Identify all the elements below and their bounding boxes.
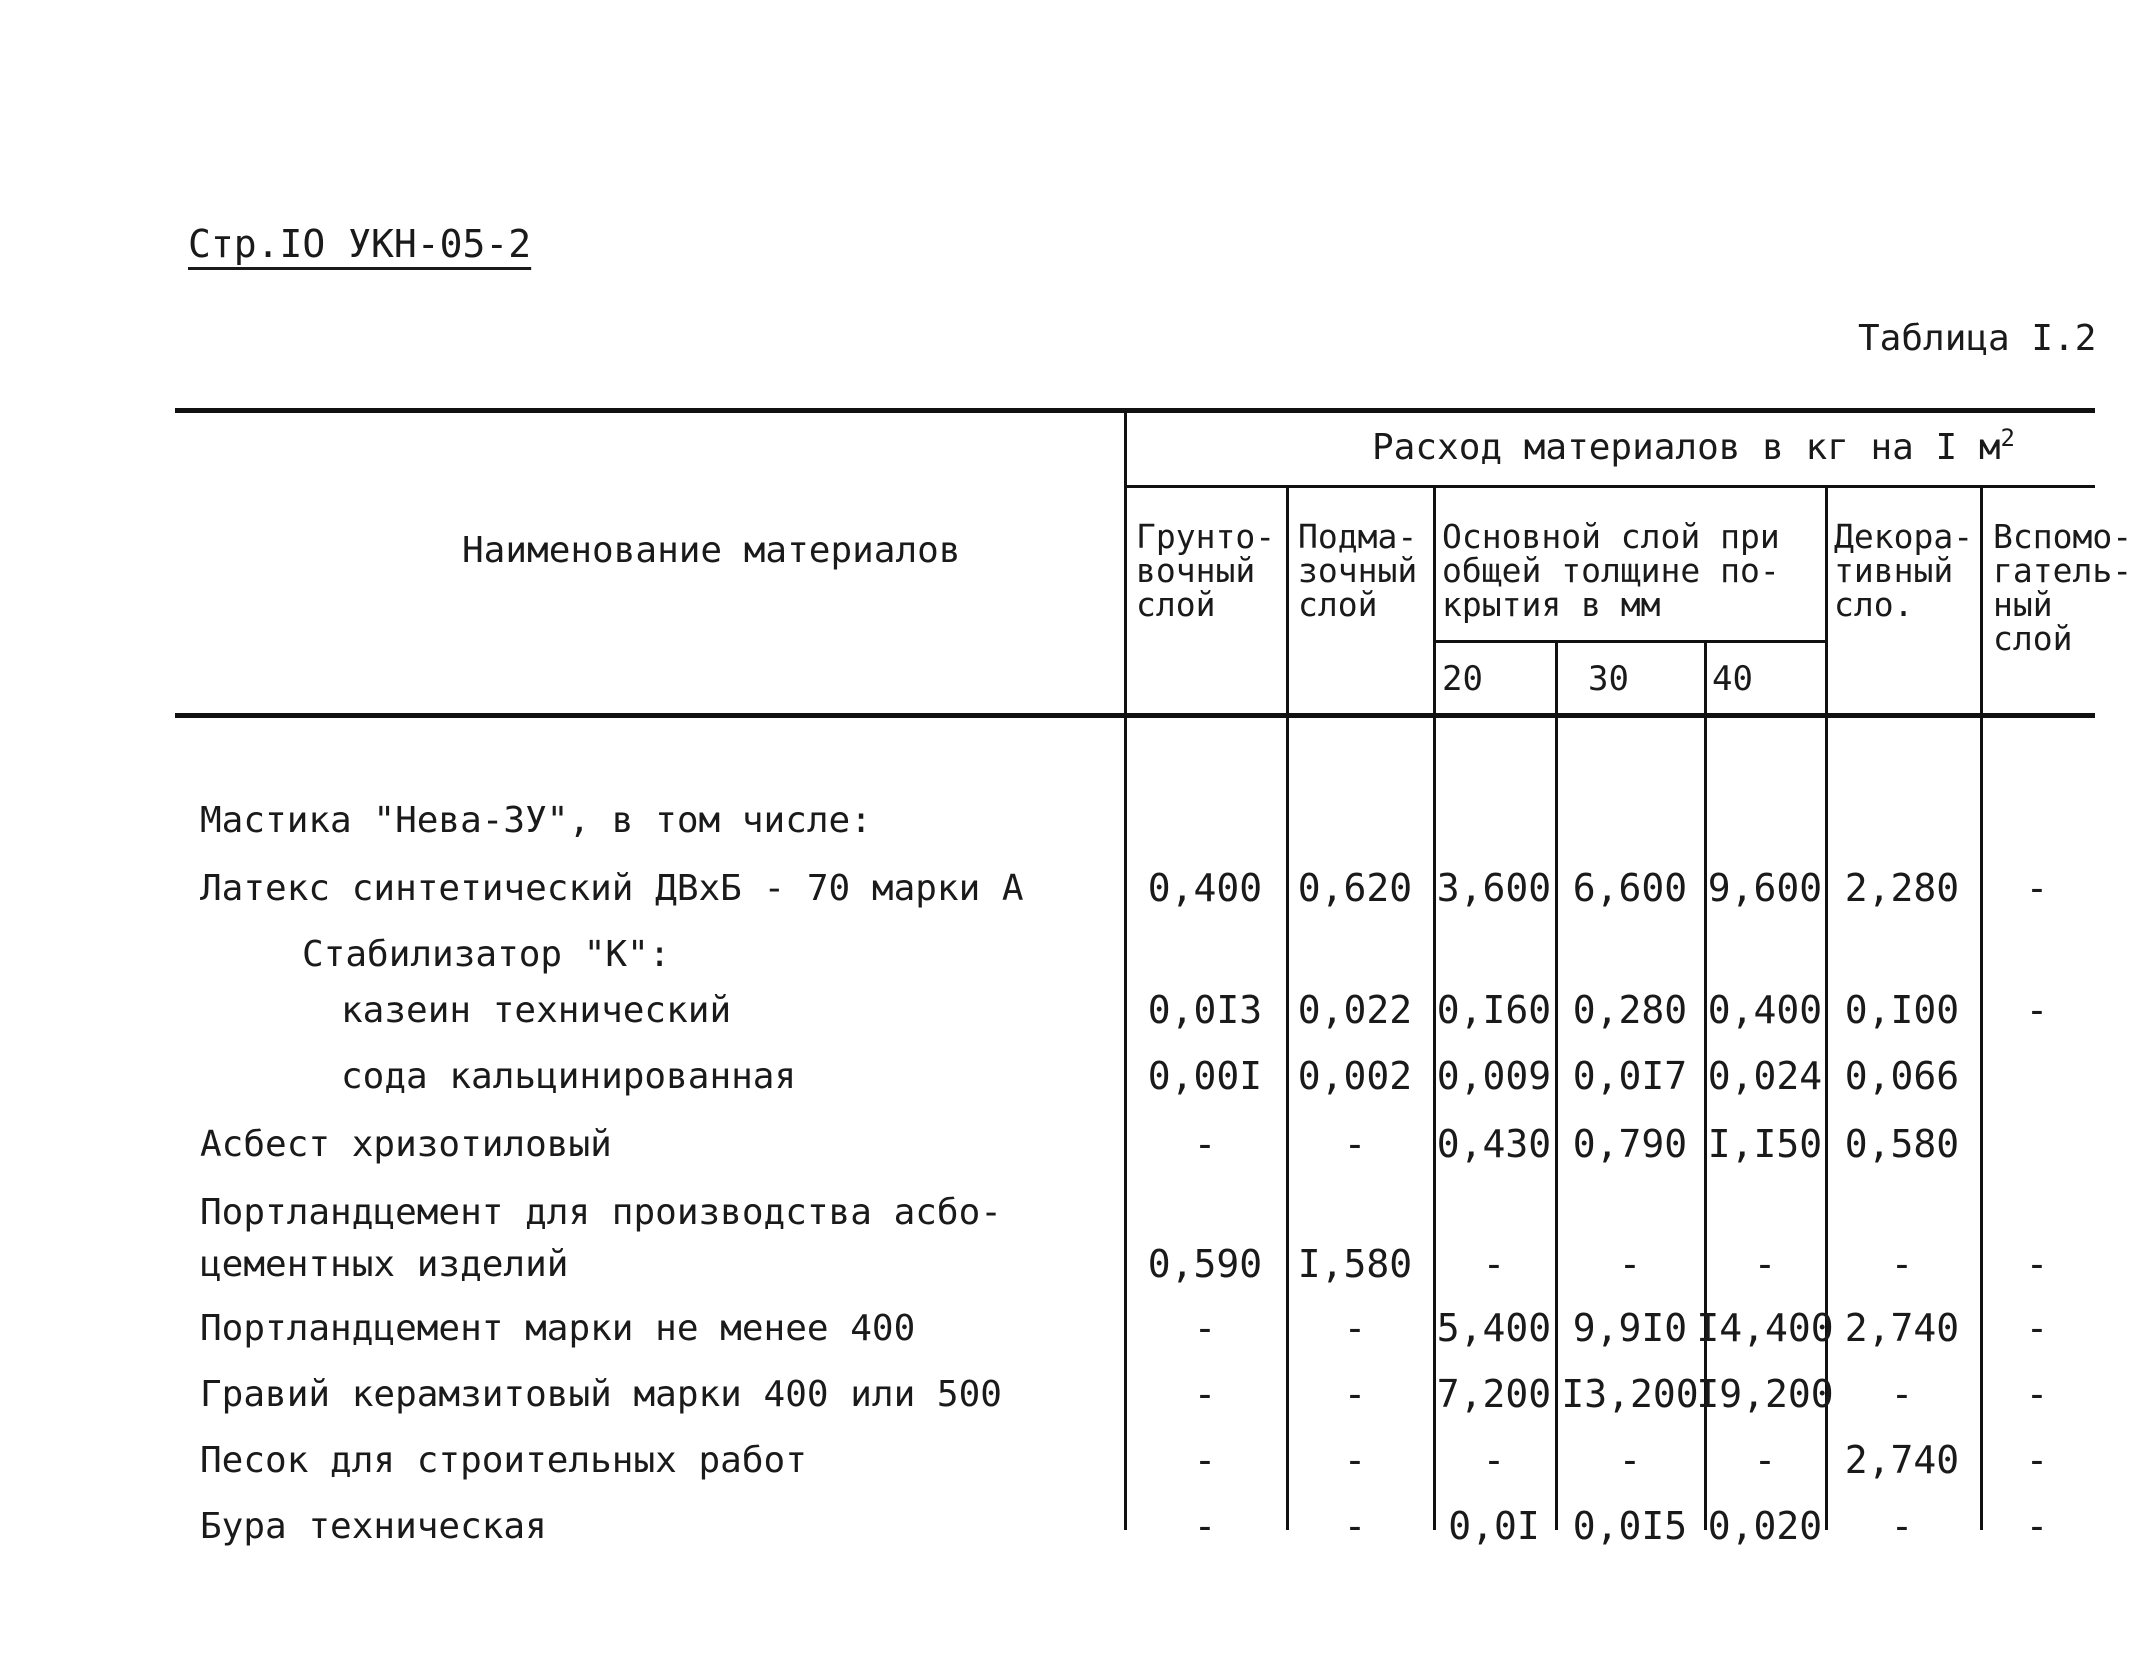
table-cell: 0,790 (1572, 1122, 1688, 1166)
table-cell: 0,430 (1436, 1122, 1552, 1166)
table-cell: 0,620 (1297, 866, 1413, 910)
header-under-line: Подма- (1298, 517, 1418, 556)
table-cell: I9,200 (1696, 1372, 1834, 1416)
row-name: Стабилизатор "К": (302, 934, 671, 975)
header-main-line: крытия в мм (1442, 585, 1661, 624)
table-cell: I,I50 (1707, 1122, 1823, 1166)
main-layer-rule (1435, 640, 1827, 643)
row-name: Портландцемент для производства асбо- (200, 1192, 1002, 1233)
row-name: Гравий керамзитовый марки 400 или 500 (200, 1374, 1002, 1415)
table-cell: - (1343, 1438, 1367, 1482)
table-top-rule (175, 408, 2095, 413)
table-cell: I4,400 (1696, 1306, 1834, 1350)
table-cell: 9,600 (1707, 866, 1823, 910)
row-name: Бура техническая (200, 1506, 547, 1547)
table-cell: - (2025, 866, 2049, 910)
table-cell: - (1343, 1504, 1367, 1548)
header-aux (1993, 517, 2133, 658)
table-cell: - (2025, 1306, 2049, 1350)
header-bottom-rule (175, 713, 2095, 718)
table-cell: - (2025, 1504, 2049, 1548)
table-cell: - (1193, 1122, 1217, 1166)
table-cell: 0,I60 (1436, 988, 1552, 1032)
table-cell: - (1890, 1504, 1914, 1548)
header-main-line: Основной слой при (1442, 517, 1780, 556)
header-aux-line: ный (1993, 585, 2053, 624)
table-cell: 6,600 (1572, 866, 1688, 910)
header-main-layer (1442, 517, 1822, 624)
row-name: сода кальцинированная (341, 1056, 797, 1097)
table-cell: 0,002 (1297, 1054, 1413, 1098)
table-cell: 0,I00 (1844, 988, 1960, 1032)
table-cell: - (1753, 1242, 1777, 1286)
table-cell: 2,740 (1844, 1306, 1960, 1350)
header-span (1372, 424, 2015, 468)
table-cell: 9,9I0 (1572, 1306, 1688, 1350)
table-cell: 0,009 (1436, 1054, 1552, 1098)
table-cell: I3,200 (1561, 1372, 1699, 1416)
header-aux-line: гатель- (1993, 551, 2133, 590)
table-cell: - (1343, 1122, 1367, 1166)
span-header-rule (1126, 485, 2095, 488)
col-divider (1124, 408, 1127, 1530)
header-t30: 30 (1588, 659, 1629, 699)
table-cell: 0,0I5 (1572, 1504, 1688, 1548)
table-cell: 0,022 (1297, 988, 1413, 1032)
table-cell: - (1482, 1242, 1506, 1286)
table-cell: - (1343, 1306, 1367, 1350)
row-name: казеин технический (341, 990, 732, 1031)
row-name: Портландцемент марки не менее 400 (200, 1308, 916, 1349)
table-cell: - (1618, 1242, 1642, 1286)
header-primer-line: вочный (1136, 551, 1256, 590)
table-cell: - (1890, 1372, 1914, 1416)
table-cell: - (2025, 988, 2049, 1032)
header-decor (1834, 517, 1980, 624)
header-under-line: зочный (1298, 551, 1418, 590)
table-label: Таблица I.2 (1858, 318, 2097, 359)
table-cell: 0,280 (1572, 988, 1688, 1032)
header-decor-line: тивный (1834, 551, 1954, 590)
table-cell: 0,0I3 (1147, 988, 1263, 1032)
table-cell: I,580 (1297, 1242, 1413, 1286)
header-decor-line: Декора- (1834, 517, 1974, 556)
table-cell: 5,400 (1436, 1306, 1552, 1350)
table-cell: 3,600 (1436, 866, 1552, 910)
header-name-col: Наименование материалов (462, 530, 961, 571)
table-cell: 0,590 (1147, 1242, 1263, 1286)
table-cell: 0,0I7 (1572, 1054, 1688, 1098)
table-cell: - (1482, 1438, 1506, 1482)
table-cell: - (1753, 1438, 1777, 1482)
table-cell: 0,400 (1147, 866, 1263, 910)
header-span-text: Расход материалов в кг на I м (1372, 427, 2001, 468)
header-primer-line: слой (1136, 585, 1216, 624)
table-cell: 7,200 (1436, 1372, 1552, 1416)
header-under (1298, 517, 1438, 624)
table-cell: 0,580 (1844, 1122, 1960, 1166)
table-cell: - (1193, 1504, 1217, 1548)
table-cell: - (2025, 1438, 2049, 1482)
page-code: Стр.IO УКН-05-2 (188, 222, 532, 266)
row-name: Асбест хризотиловый (200, 1124, 612, 1165)
header-primer-line: Грунто- (1136, 517, 1276, 556)
header-aux-line: Вспомо- (1993, 517, 2133, 556)
header-main-line: общей толщине по- (1442, 551, 1780, 590)
row-name: Мастика "Нева-ЗУ", в том числе: (200, 800, 872, 841)
header-primer (1136, 517, 1286, 624)
header-under-line: слой (1298, 585, 1378, 624)
header-aux-line: слой (1993, 619, 2073, 658)
table-cell: - (1618, 1438, 1642, 1482)
header-t20: 20 (1442, 659, 1483, 699)
table-cell: 0,0I (1448, 1504, 1540, 1548)
table-cell: 2,740 (1844, 1438, 1960, 1482)
row-name: Песок для строительных работ (200, 1440, 807, 1481)
table-cell: - (1193, 1372, 1217, 1416)
table-cell: 0,020 (1707, 1504, 1823, 1548)
table-cell: 0,00I (1147, 1054, 1263, 1098)
header-span-sup: 2 (2000, 424, 2015, 452)
header-t40: 40 (1712, 659, 1753, 699)
table-cell: 0,066 (1844, 1054, 1960, 1098)
table-cell: 0,400 (1707, 988, 1823, 1032)
table-cell: - (1193, 1438, 1217, 1482)
row-name-cont: цементных изделий (200, 1244, 569, 1285)
table-cell: 0,024 (1707, 1054, 1823, 1098)
table-cell: - (1193, 1306, 1217, 1350)
table-cell: - (1890, 1242, 1914, 1286)
table-cell: - (2025, 1372, 2049, 1416)
row-name: Латекс синтетический ДВхБ - 70 марки А (200, 868, 1024, 909)
header-decor-line: сло. (1834, 585, 1914, 624)
table-cell: 2,280 (1844, 866, 1960, 910)
table-cell: - (1343, 1372, 1367, 1416)
table-cell: - (2025, 1242, 2049, 1286)
